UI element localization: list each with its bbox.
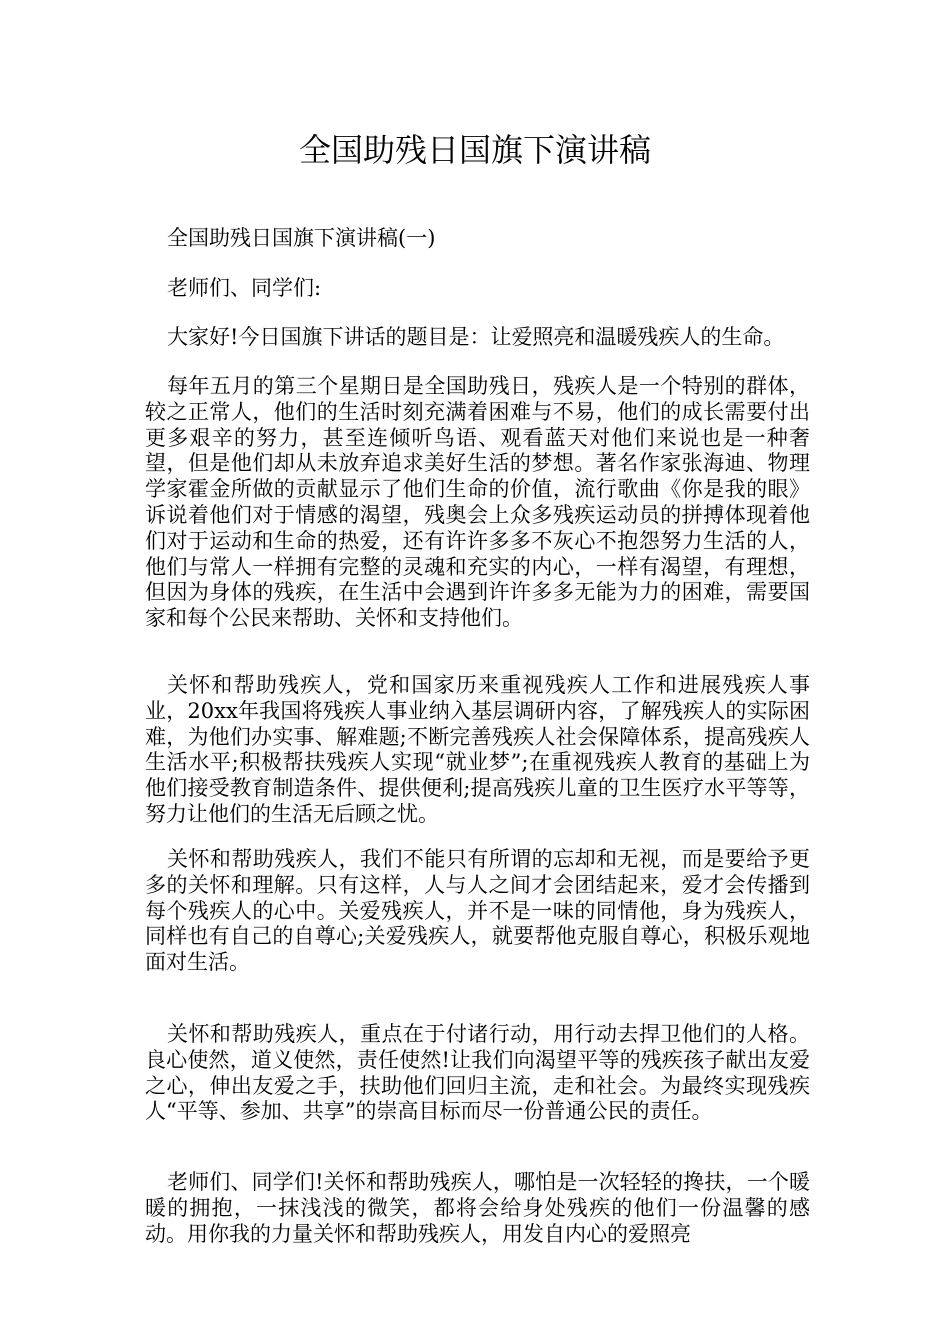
paragraph-4: 关怀和帮助残疾人，重点在于付诸行动，用行动去捍卫他们的人格。良心使然，道义使然，责任使然!让我们向渴望平等的残疾孩子献出友爱之心，伸出友爱之手，扶助他们回归主流，走和社会。为最终实现残疾人“平等、参加、共享”的崇高目标而尽一份普通公民的责任。 <box>145 1022 810 1124</box>
document-subtitle: 全国助残日国旗下演讲稿(一) <box>167 226 436 250</box>
paragraph-1: 每年五月的第三个星期日是全国助残日，残疾人是一个特别的群体，较之正常人，他们的生活时刻充满着困难与不易，他们的成长需要付出更多艰辛的努力，甚至连倾听鸟语、观看蓝天对他们来说也是一种奢望，但是他们却从未放弃追求美好生活的梦想。著名作家张海迪、物理学家霍金所做的贡献显示了他们生命的价值，流行歌曲《你是我的眼》诉说着他们对于情感的渴望，残奥会上众多残疾运动员的拼搏体现着他们对于运动和生命的热爱，还有许许多多不灰心不抱怨努力生活的人，他们与常人一样拥有完整的灵魂和充实的内心，一样有渴望，有理想，但因为身体的残疾，在生活中会遇到许许多多无能为力的困难，需要国家和每个公民来帮助、关怀和支持他们。 <box>145 374 810 631</box>
paragraph-3: 关怀和帮助残疾人，我们不能只有所谓的忘却和无视，而是要给予更多的关怀和理解。只有这样，人与人之间才会团结起来，爱才会传播到每个残疾人的心中。关爱残疾人，并不是一味的同情他，身为残疾人，同样也有自己的自尊心;关爱残疾人，就要帮他克服自尊心，积极乐观地面对生活。 <box>145 847 810 975</box>
paragraph-5: 老师们、同学们!关怀和帮助残疾人，哪怕是一次轻轻的搀扶，一个暖暖的拥抱，一抹浅浅的微笑，都将会给身处残疾的他们一份温馨的感动。用你我的力量关怀和帮助残疾人，用发自内心的爱照亮 <box>145 1170 810 1246</box>
opening-line: 大家好!今日国旗下讲话的题目是：让爱照亮和温暖残疾人的生命。 <box>167 325 785 349</box>
paragraph-2: 关怀和帮助残疾人，党和国家历来重视残疾人工作和进展残疾人事业，20xx年我国将残疾人事业纳入基层调研内容，了解残疾人的实际困难，为他们办实事、解难题;不断完善残疾人社会保障体系，提高残疾人生活水平;积极帮扶残疾人实现“就业梦”;在重视残疾人教育的基础上为他们接受教育制造条件、提供便利;提高残疾儿童的卫生医疗水平等等，努力让他们的生活无后顾之忧。 <box>145 673 810 826</box>
salutation: 老师们、同学们: <box>167 276 322 300</box>
document-title: 全国助残日国旗下演讲稿 <box>298 131 651 169</box>
